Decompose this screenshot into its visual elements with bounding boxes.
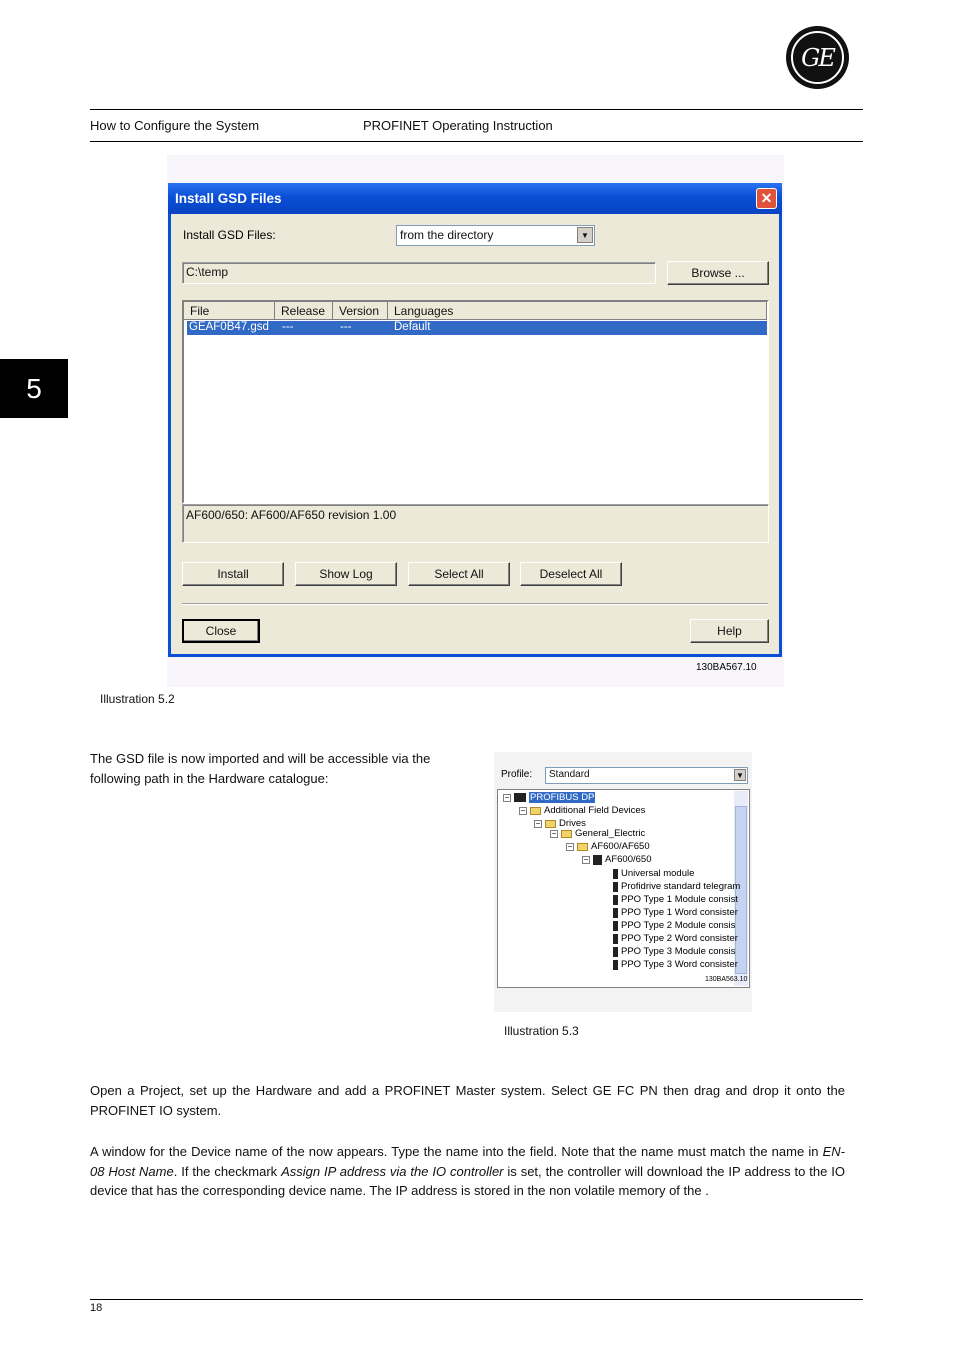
caption-illustration-5-2: Illustration 5.2: [100, 692, 175, 706]
tree-item-module[interactable]: PPO Type 1 Module consist: [613, 894, 738, 905]
column-header-version[interactable]: Version: [333, 302, 388, 320]
select-all-button[interactable]: Select All: [408, 562, 510, 586]
param-ref: EN-08 Host Name: [90, 1144, 845, 1179]
footer-rule: [90, 1299, 863, 1300]
tree-node-additional-field-devices[interactable]: − Additional Field Devices: [520, 805, 646, 816]
module-icon: [613, 908, 618, 918]
tree-item-module[interactable]: Universal module: [613, 868, 694, 879]
source-select-value: from the directory: [400, 228, 494, 242]
module-icon: [613, 869, 618, 879]
folder-icon: [577, 843, 588, 851]
paragraph-2: A window for the Device name of the now appears. Type the name into the field. Note that the name must match the name in EN-08 Host Name. If the checkmark Assign IP address via the IO controller is set, the controller will download the IP address to the IO device that has the corresponding device name. The IP address is stored in the non volatile memory of the .: [90, 1144, 846, 1198]
collapse-icon[interactable]: −: [551, 828, 557, 838]
install-gsd-label: Install GSD Files:: [183, 228, 276, 242]
intro-text: The GSD file is now imported and will be accessible via the following path in the Hardware catalogue:: [90, 751, 431, 786]
profile-label: Profile:: [501, 769, 533, 780]
path-field[interactable]: C:\temp: [182, 262, 656, 284]
dialog-title: Install GSD Files: [168, 183, 782, 214]
source-select[interactable]: [396, 225, 595, 246]
dialog-separator: [182, 603, 768, 605]
tree-item-module[interactable]: PPO Type 1 Word consister: [613, 907, 738, 918]
folder-icon: [561, 830, 572, 838]
tree-item-module[interactable]: Profidrive standard telegram: [613, 881, 740, 892]
header-rule-bottom: [90, 141, 863, 142]
figure-code: 130BA567.10: [696, 662, 757, 673]
header-rule-top: [90, 109, 863, 110]
module-icon: [613, 960, 618, 970]
module-icon: [613, 921, 618, 931]
module-icon: [613, 895, 618, 905]
module-icon: [613, 934, 618, 944]
network-icon: [514, 793, 526, 802]
collapse-icon[interactable]: −: [535, 818, 541, 828]
column-header-release[interactable]: Release: [275, 302, 333, 320]
tree-item-module[interactable]: PPO Type 3 Word consister: [613, 959, 738, 970]
install-button[interactable]: Install: [182, 562, 284, 586]
description-box: AF600/650: AF600/AF650 revision 1.00: [182, 504, 769, 543]
row-version: ---: [340, 321, 352, 333]
gsd-file-list[interactable]: [182, 300, 769, 504]
tree-item-module[interactable]: PPO Type 2 Module consis: [613, 920, 735, 931]
collapse-icon[interactable]: −: [520, 805, 526, 815]
page-number: 18: [90, 1302, 103, 1314]
collapse-icon[interactable]: −: [504, 792, 510, 802]
chevron-down-icon: ▼: [734, 769, 746, 781]
profile-select-value: Standard: [549, 769, 590, 780]
tree-node-af600-af650[interactable]: − AF600/AF650: [567, 841, 650, 852]
folder-icon: [530, 807, 541, 815]
header-doc-title: PROFINET Operating Instruction: [363, 118, 553, 133]
ge-logo-monogram: GE: [791, 31, 844, 84]
profile-select[interactable]: [545, 767, 748, 784]
row-languages: Default: [394, 321, 431, 333]
caption-illustration-5-3: Illustration 5.3: [504, 1024, 579, 1038]
browse-button[interactable]: Browse ...: [667, 261, 769, 285]
figure-code-2: 130BA563.10: [705, 976, 748, 983]
chevron-down-icon: ▼: [577, 227, 593, 243]
tree-node-af600-650[interactable]: − AF600/650: [583, 854, 652, 865]
show-log-button[interactable]: Show Log: [295, 562, 397, 586]
device-icon: [593, 855, 602, 865]
tree-item-module[interactable]: PPO Type 2 Word consister: [613, 933, 738, 944]
checkmark-ref: Assign IP address via the IO controller: [281, 1163, 504, 1179]
deselect-all-button[interactable]: Deselect All: [520, 562, 622, 586]
module-icon: [613, 882, 618, 892]
row-file: GEAF0B47.gsd: [189, 321, 269, 333]
row-release: ---: [282, 321, 294, 333]
collapse-icon[interactable]: −: [567, 841, 573, 851]
chapter-tab: 5: [0, 359, 68, 418]
close-icon[interactable]: ✕: [756, 188, 777, 209]
module-icon: [613, 947, 618, 957]
folder-icon: [545, 820, 556, 828]
help-button[interactable]: Help: [690, 619, 769, 643]
tree-node-general-electric[interactable]: − General_Electric: [551, 828, 646, 839]
collapse-icon[interactable]: −: [583, 854, 589, 864]
header-section: How to Configure the System: [90, 118, 260, 133]
tree-node-profibus[interactable]: − PROFIBUS DP: [504, 792, 595, 803]
tree-node-drives[interactable]: − Drives: [535, 818, 586, 829]
ge-logo: [786, 26, 849, 89]
column-header-languages[interactable]: Languages: [388, 302, 767, 320]
column-header-file[interactable]: File: [184, 302, 275, 320]
table-row[interactable]: [187, 321, 767, 335]
tree-item-module[interactable]: PPO Type 3 Module consis: [613, 946, 735, 957]
close-button[interactable]: Close: [182, 619, 260, 643]
paragraph-1: Open a Project, set up the Hardware and add a PROFINET Master system. Select GE FC PN then drag and drop it onto the PROFINET IO system.: [90, 1083, 845, 1118]
